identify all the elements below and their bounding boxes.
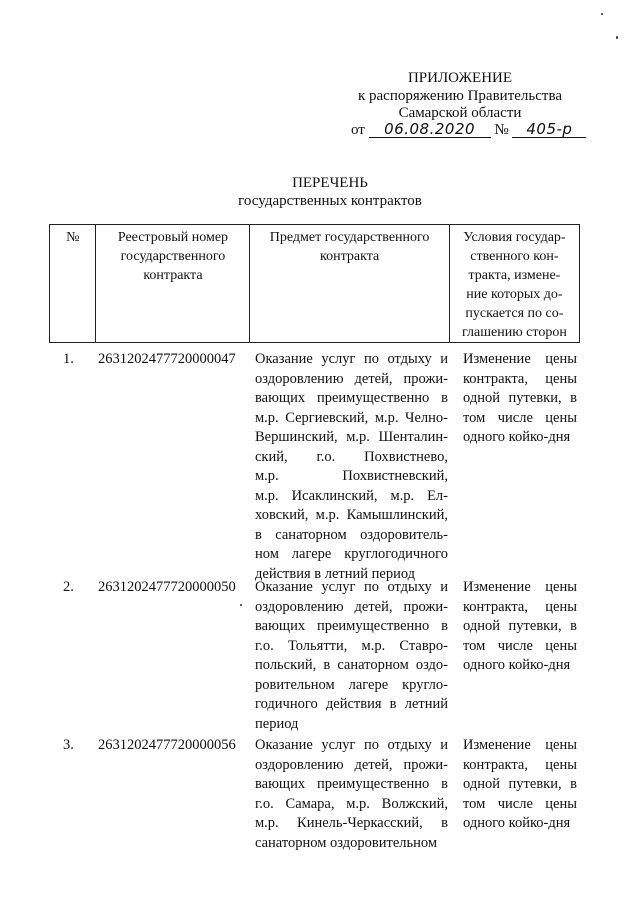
row-conditions <box>463 350 577 448</box>
subject-line: м.р. Кинель-Черкасский, в <box>255 815 448 831</box>
header-cell-registry <box>96 225 250 343</box>
row-registry-number: 2631202477720000056 <box>98 737 236 753</box>
conditions-line: Изменение цены <box>463 351 577 367</box>
row-subject <box>255 736 448 853</box>
order-number: 405-р <box>512 121 586 138</box>
appendix-title: ПРИЛОЖЕНИЕ <box>407 70 513 86</box>
appendix-line-2: Самарской области <box>398 105 522 121</box>
subject-line: вающих преимущественно в <box>255 618 448 634</box>
header-registry-line: контракта <box>143 268 203 283</box>
appendix-line-1: к распоряжению Правительства <box>357 88 562 104</box>
conditions-line: том числе цены <box>463 637 577 654</box>
conditions-line: одного койко-дня <box>463 815 571 831</box>
row-subject <box>255 578 448 734</box>
row-number: 3. <box>63 737 74 753</box>
subject-line: действия в летний период <box>255 565 416 582</box>
subject-line: оздоровлению детей, прожи- <box>255 598 448 615</box>
subject-line: ном лагере круглогодичного <box>255 546 448 562</box>
scan-speck <box>240 604 242 606</box>
subject-line: вающих преимущественно в <box>255 776 448 792</box>
row-subject <box>255 350 448 584</box>
header-subject-line: Предмет государственного <box>269 230 430 245</box>
subject-line: в санаторном оздоровитель- <box>255 526 448 543</box>
header-registry-line: государственного <box>120 249 226 264</box>
subject-line: Вершинский, м.р. Шенталин- <box>255 429 448 445</box>
subject-line: м.р. Исаклинский, м.р. Ел- <box>255 487 448 504</box>
scan-speck <box>616 36 618 39</box>
row-number: 1. <box>63 351 74 367</box>
order-date: 06.08.2020 <box>369 121 491 138</box>
header-conditions-line: ственного кон- <box>470 249 559 264</box>
conditions-line: одной путевки, в <box>463 776 577 792</box>
header-subject-line: контракта <box>320 249 380 264</box>
order-prefix: от <box>351 122 365 138</box>
header-conditions-line: тракта, измене- <box>468 268 561 283</box>
conditions-line: одного койко-дня <box>463 657 571 673</box>
row-conditions <box>463 578 577 676</box>
header-conditions-line: Условия государ- <box>463 230 566 245</box>
row-conditions <box>463 736 577 834</box>
subject-line: вающих преимущественно в <box>255 390 448 406</box>
subject-line: ровительном лагере кругло- <box>255 676 448 693</box>
row-number: 2. <box>63 579 74 595</box>
header-conditions-line: пускается по со- <box>465 306 564 321</box>
order-number-label: № <box>494 122 509 138</box>
conditions-line: контракта, цены <box>463 756 577 773</box>
conditions-line: том числе цены <box>463 409 577 426</box>
header-registry-line: Реестровый номер <box>117 230 229 245</box>
conditions-line: одной путевки, в <box>463 390 577 406</box>
row-registry-number: 2631202477720000047 <box>98 351 236 367</box>
conditions-line: Изменение цены <box>463 737 577 753</box>
subject-line: санаторном оздоровительном <box>255 834 438 851</box>
conditions-line: Изменение цены <box>463 579 577 595</box>
subject-line: период <box>255 715 299 732</box>
row-registry-number: 2631202477720000050 <box>98 579 236 595</box>
conditions-line: том числе цены <box>463 795 577 812</box>
subject-line: польский, в санаторном оздо- <box>255 657 448 673</box>
conditions-line: одного койко-дня <box>463 429 571 445</box>
subject-line: оздоровлению детей, прожи- <box>255 756 448 773</box>
subject-line: м.р. Похвистневский, <box>255 468 448 484</box>
conditions-line: контракта, цены <box>463 598 577 615</box>
subject-line: м.р. Сергиевский, м.р. Челно- <box>255 409 448 426</box>
header-cell-conditions <box>449 225 579 343</box>
list-title: ПЕРЕЧЕНЬ <box>292 175 368 191</box>
scan-speck <box>601 13 603 15</box>
header-cell-subject <box>250 225 449 343</box>
subject-line: оздоровлению детей, прожи- <box>255 370 448 387</box>
header-conditions-line: глашению сторон <box>462 325 567 340</box>
subject-line: г.о. Тольятти, м.р. Ставро- <box>255 637 448 654</box>
subject-line: Оказание услуг по отдыху и <box>255 351 448 367</box>
subject-line: ский, г.о. Похвистнево, <box>255 448 448 465</box>
list-subtitle: государственных контрактов <box>238 193 422 209</box>
subject-line: Оказание услуг по отдыху и <box>255 579 448 595</box>
header-cell-number: № <box>50 225 96 343</box>
order-line <box>351 121 586 139</box>
header-conditions-line: ние которых до- <box>466 287 563 302</box>
subject-line: годичного действия в летний <box>255 696 448 712</box>
subject-line: Оказание услуг по отдыху и <box>255 737 448 753</box>
contracts-table-header <box>49 224 580 343</box>
subject-line: ховский, м.р. Камышлинский, <box>255 507 448 523</box>
subject-line: г.о. Самара, м.р. Волжский, <box>255 795 448 812</box>
conditions-line: контракта, цены <box>463 370 577 387</box>
conditions-line: одной путевки, в <box>463 618 577 634</box>
